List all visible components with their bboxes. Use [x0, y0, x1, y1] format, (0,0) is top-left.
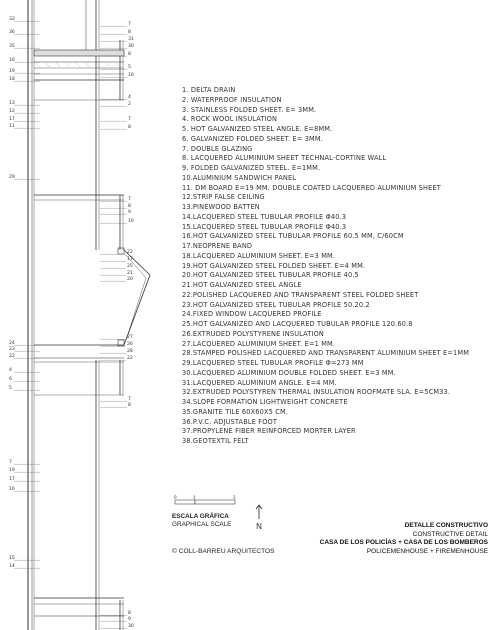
callout-label-right: 21: [127, 271, 133, 276]
legend-item: 15.LACQUERED STEEL TUBULAR PROFILE Φ40.3: [182, 222, 347, 231]
legend-item: 3. STAINLESS FOLDED SHEET. E= 3MM.: [182, 105, 317, 114]
project-name-en: POLICEMENHOUSE + FIREMENHOUSE: [366, 547, 488, 555]
callout-label-left: 23: [9, 347, 15, 352]
callout-label-right: 10: [128, 219, 134, 224]
callout-label-right: 16: [128, 73, 134, 78]
callout-label-right: 20: [127, 277, 133, 282]
legend-item: 21.HOT GALVANIZED STEEL ANGLE: [182, 281, 302, 289]
callout-label-right: 9: [128, 617, 131, 622]
callout-label-left: 17: [9, 477, 15, 482]
project-name-es: CASA DE LOS POLICÍAS + CASA DE LOS BOMBEROS: [319, 539, 488, 547]
callout-label-left: 19: [9, 468, 15, 473]
scale-tick-2: 2: [233, 494, 236, 500]
constructive-detail-section-drawing: [0, 0, 175, 630]
callout-label-left: 24: [9, 341, 15, 346]
title-detail-en: CONSTRUCTIVE DETAIL: [412, 530, 488, 538]
left-callout-labels: [9, 16, 40, 569]
legend-item: 36.P.V.C. ADJUSTABLE FOOT: [182, 417, 278, 426]
legend-item: 25.HOT GALVANIZED AND LACQUERED TUBULAR PROFILE 120.60.8: [182, 320, 413, 328]
legend-item: 32.EXTRUDED POLYSTYREN THERMAL INSULATION ROOFMATE SLA. E=5CM33.: [182, 388, 451, 397]
legend-item: 31.LACQUERED ALUMINIUM ANGLE. E=4 MM.: [182, 378, 337, 387]
callout-label-left: 35: [9, 44, 15, 49]
materials-legend: [182, 86, 469, 447]
callout-label-right: 8: [128, 611, 131, 616]
legend-item: 19.HOT GALVANIZED STEEL FOLDED SHEET. E=4 MM.: [182, 261, 366, 270]
scale-tick-0: 0: [174, 494, 177, 500]
callout-label-right: 8: [128, 30, 131, 35]
callout-label-left: 33: [9, 17, 15, 22]
legend-item: 37.PROPYLENE FIBER REINFORCED MORTER LAYER: [182, 427, 356, 436]
legend-item: 6. GALVANIZED FOLDED SHEET. E= 3MM.: [182, 134, 323, 143]
callout-label-left: 11: [9, 124, 15, 129]
legend-item: 1. DELTA DRAIN: [182, 86, 236, 94]
callout-label-left: 13: [9, 101, 15, 106]
legend-item: 5. HOT GALVANIZED STEEL ANGLE. E=8MM.: [182, 125, 333, 133]
callout-label-right: 30: [128, 624, 134, 629]
callout-label-left: 22: [9, 354, 15, 359]
callout-label-right: 28: [127, 349, 133, 354]
legend-item: 10.ALUMINIUM SANDWICH PANEL: [182, 173, 297, 182]
callout-label-right: 30: [128, 44, 134, 49]
wall-section-lines: [28, 0, 123, 630]
legend-item: 7. DOUBLE GLAZING: [182, 144, 253, 153]
callout-label-right: 25: [127, 264, 133, 269]
callout-label-right: 5: [128, 65, 131, 70]
north-arrow-icon: [252, 504, 266, 530]
scale-title: ESCALA GRÁFICA: [172, 513, 229, 520]
callout-label-right: 8: [128, 403, 131, 408]
legend-item: 11. DM BOARD E=19 MM. DOUBLE COATED LACQUERED ALUMINIUM SHEET: [182, 183, 441, 192]
callout-label-left: 7: [9, 460, 12, 465]
callout-label-left: 18: [9, 77, 15, 82]
legend-item: 23.HOT GALVANIZED STEEL TUBULAR PROFILE 50.20.2: [182, 300, 370, 309]
callout-label-left: 36: [9, 30, 15, 35]
north-label: N: [256, 522, 262, 530]
callout-label-right: 8: [128, 204, 131, 209]
legend-item: 29.LACQUERED STEEL TUBULAR PROFILE Φ=273 MM: [182, 359, 364, 367]
callout-label-left: 6: [9, 377, 12, 382]
legend-item: 28.STAMPED POLISHED LACQUERED AND TRANSPARENT ALUMINIUM SHEET E=1MM: [182, 349, 470, 358]
callout-label-right: 7: [128, 22, 131, 27]
callout-label-left: 16: [9, 58, 15, 63]
callout-label-left: 19: [9, 69, 15, 74]
callout-label-right: 8: [128, 52, 131, 57]
legend-item: 27.LACQUERED ALUMINIUM SHEET. E=1 MM.: [182, 339, 336, 348]
callout-label-right: 17: [127, 257, 133, 262]
callout-label-right: 4: [128, 95, 131, 100]
legend-item: 34.SLOPE FORMATION LIGHTWEIGHT CONCRETE: [182, 398, 348, 406]
callout-label-right: 7: [128, 197, 131, 202]
callout-label-right: 7: [128, 117, 131, 122]
callout-label-right: 8: [128, 125, 131, 130]
callout-label-left: 12: [9, 109, 15, 114]
insulation-hatching: [36, 63, 120, 67]
callout-label-left: 17: [9, 117, 15, 122]
legend-item: 4. ROCK WOOL INSULATION: [182, 115, 278, 124]
callout-label-right: 26: [127, 342, 133, 347]
legend-item: 38.GEOTEXTIL FELT: [182, 437, 249, 445]
callout-label-right: 7: [128, 397, 131, 402]
architect-credit: © COLL-BARREU ARQUITECTOS: [172, 548, 275, 555]
callout-label-left: 15: [9, 556, 15, 561]
callout-label-left: 16: [9, 487, 15, 492]
callout-label-right: 22: [127, 250, 133, 255]
legend-item: 26.EXTRUDED POLYSTYRENE INSULATION: [182, 329, 324, 338]
title-detail-es: DETALLE CONSTRUCTIVO: [404, 522, 488, 529]
legend-item: 35.GRANITE TILE 60X60X5 CM.: [182, 407, 289, 416]
legend-item: 13.PINEWOOD BATTEN: [182, 203, 260, 211]
legend-item: 22.POLISHED LACQUERED AND TRANSPARENT STEEL FOLDED SHEET: [182, 290, 419, 299]
legend-item: 18.LACQUERED ALUMINIUM SHEET. E=3 MM.: [182, 251, 336, 260]
legend-item: 9. FOLDED GALVANIZED STEEL. E=1MM.: [182, 164, 321, 172]
legend-item: 30.LACQUERED ALUMINIUM DOUBLE FOLDED SHEET. E=3 MM.: [182, 368, 396, 377]
right-callout-labels: [100, 21, 134, 629]
legend-item: 17.NEOPRENE BAND: [182, 242, 253, 250]
legend-item: 8. LACQUERED ALUMINIUM SHEET TECHNAL-CORTINE WALL: [182, 154, 387, 163]
callout-label-right: 27: [127, 335, 133, 340]
title-block: [320, 522, 488, 556]
callout-label-left: 29: [9, 175, 15, 180]
callout-label-left: 5: [9, 386, 12, 391]
legend-item: 12.STRIP FALSE CEILING: [182, 193, 265, 202]
callout-label-left: 14: [9, 564, 15, 569]
callout-label-right: 9: [128, 210, 131, 215]
legend-item: 16.HOT GALVANIZED STEEL TUBULAR PROFILE 60.5 MM, C/60CM: [182, 232, 404, 241]
legend-item: 24.FIXED WINDOW LACQUERED PROFILE: [182, 310, 322, 319]
callout-label-right: 31: [128, 37, 134, 42]
callout-label-right: 2: [128, 102, 131, 107]
roof-slab-and-floor-slabs: [34, 50, 124, 616]
scale-subtitle: GRAPHICAL SCALE: [172, 521, 232, 528]
legend-item: 20.HOT GALVANIZED STEEL TUBULAR PROFILE 40.5: [182, 271, 359, 280]
inclined-window-canopy: [118, 248, 150, 346]
callout-label-right: 22: [127, 356, 133, 361]
scale-tick-1: 1: [193, 494, 196, 500]
legend-item: 2. WATERPROOF INSULATION: [182, 95, 282, 104]
legend-item: 14.LACQUERED STEEL TUBULAR PROFILE Φ40.3: [182, 212, 347, 221]
callout-label-left: 4: [9, 368, 12, 373]
